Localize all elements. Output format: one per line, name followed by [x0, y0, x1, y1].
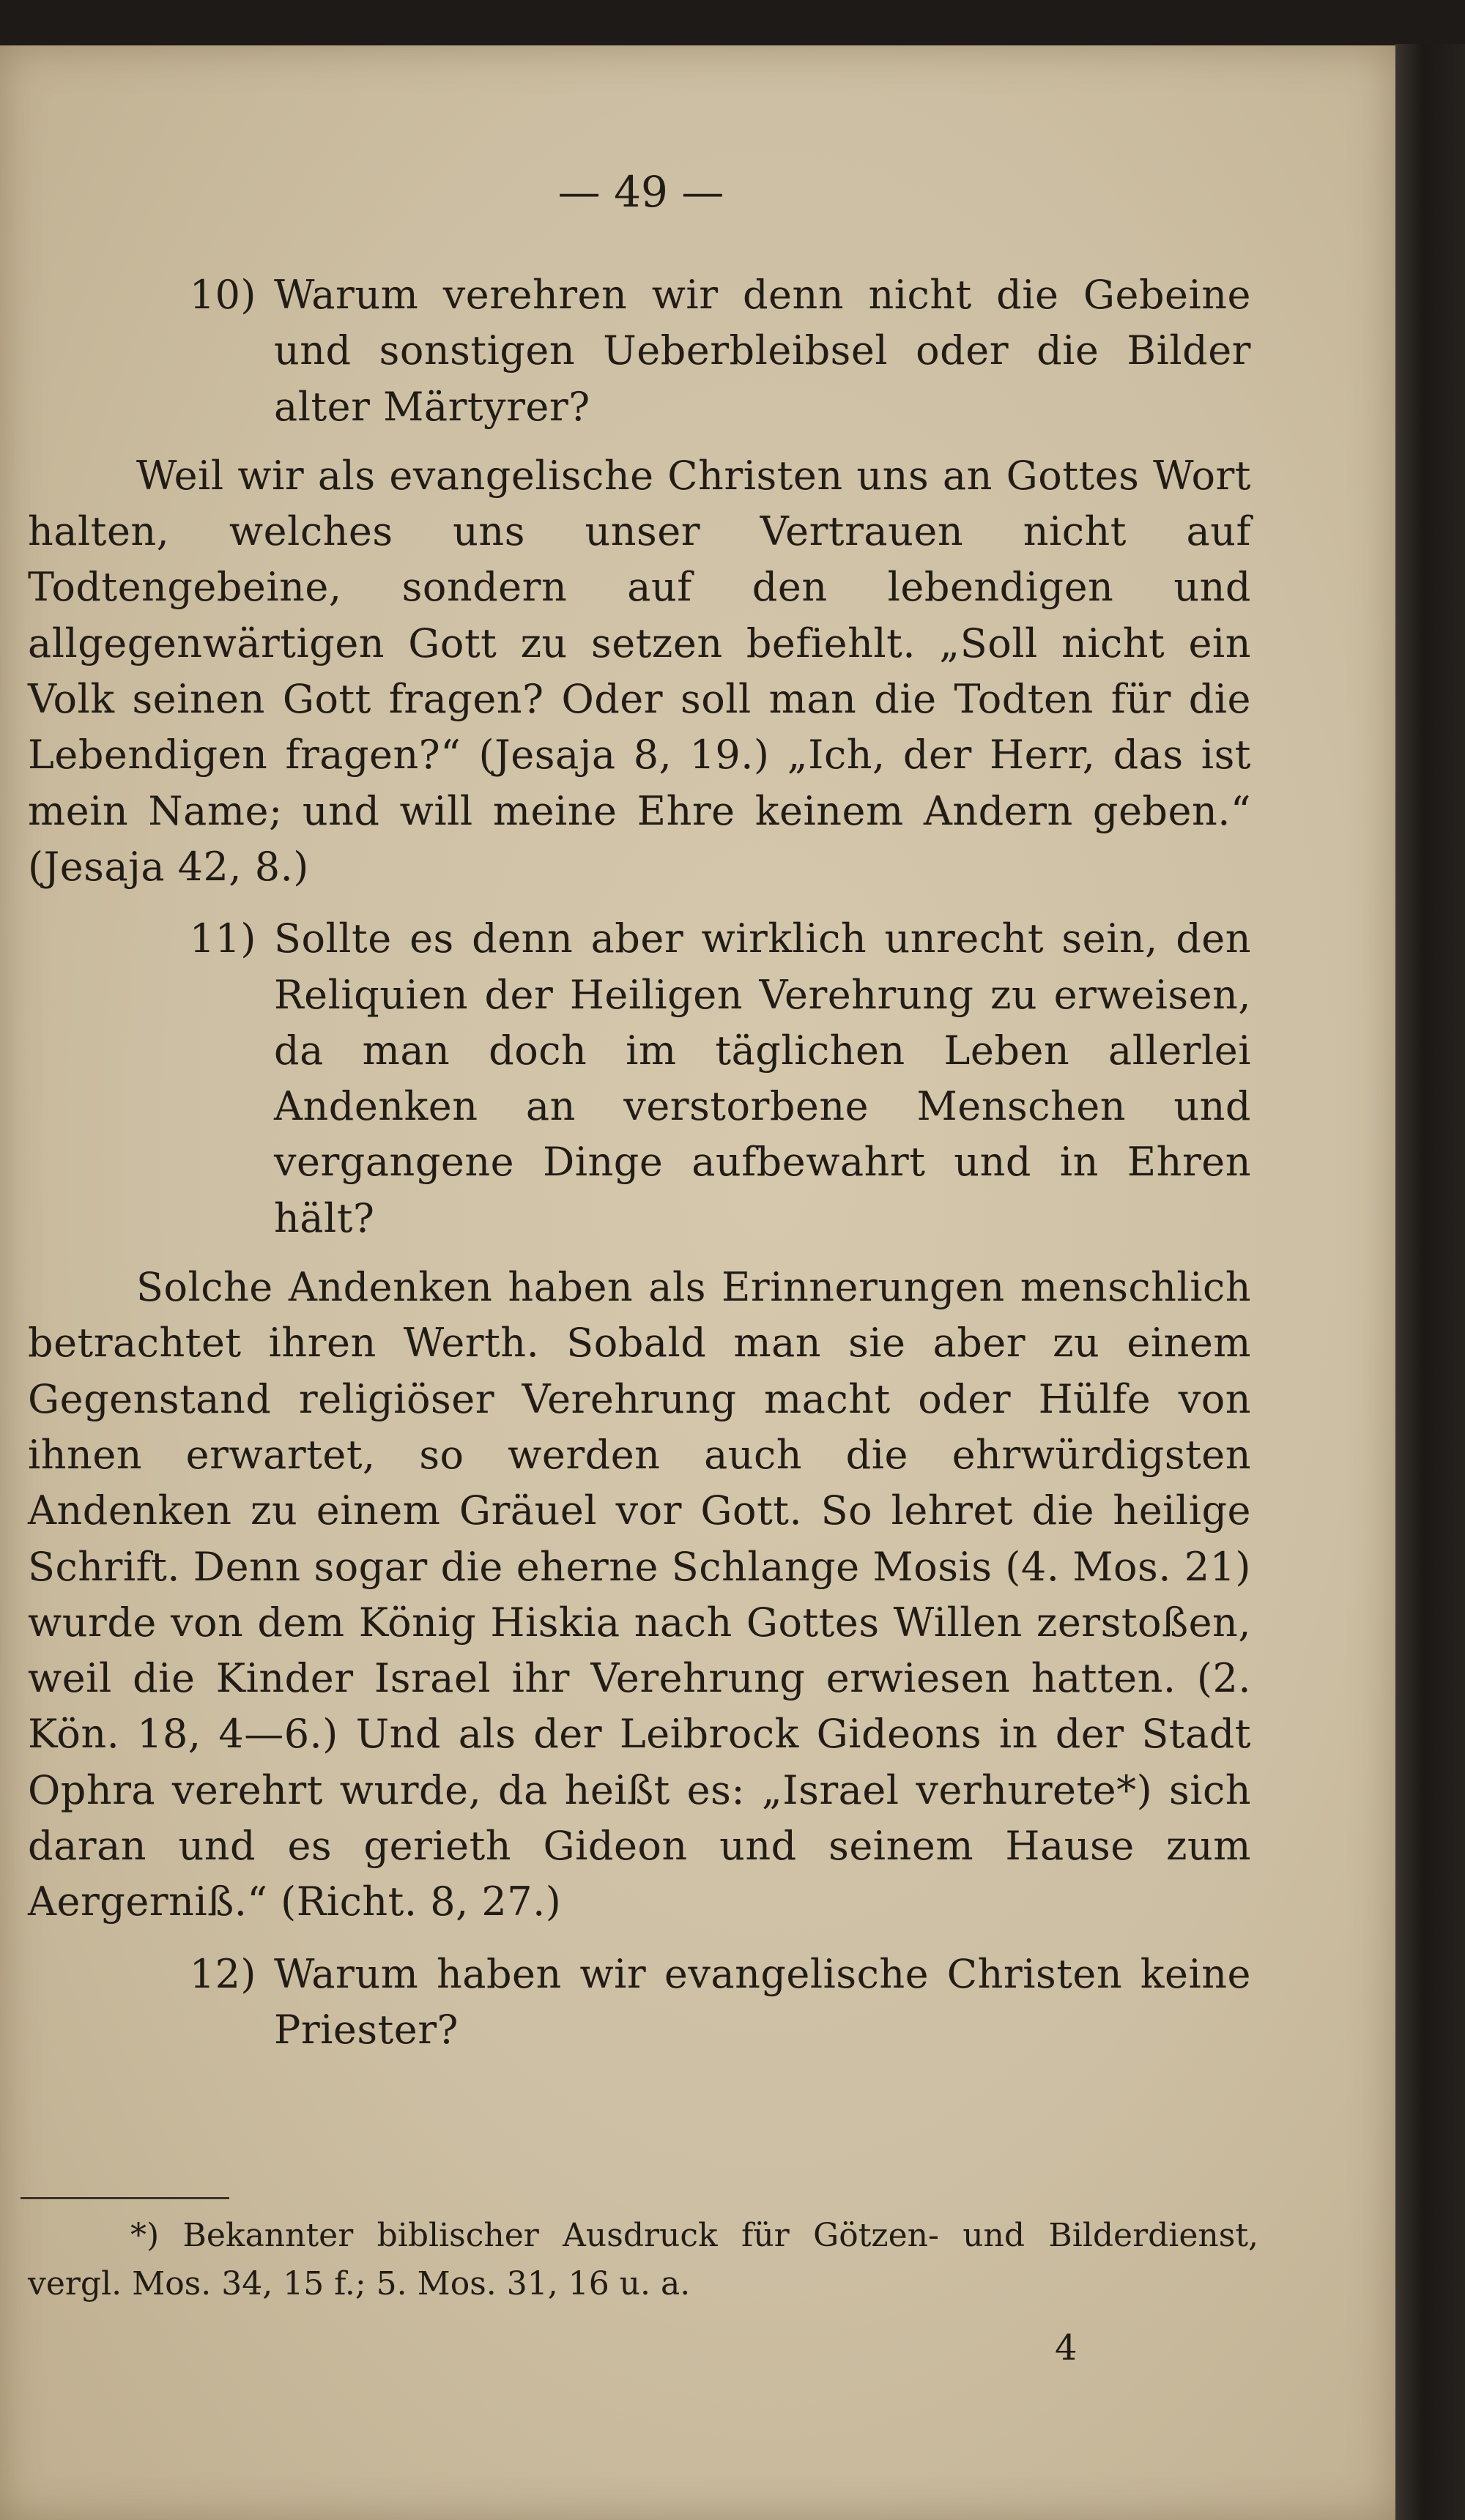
question-10: [28, 267, 1251, 435]
body-text: [28, 267, 1251, 2058]
footnote-rule: [21, 2197, 229, 2199]
question-number: 12): [189, 1950, 256, 1997]
answer-11: Solche Andenken haben als Erinnerungen menschlich betrachtet ihren Werth. Sobald man sie aber zu einem Gegenstand religiöser Verehrung macht oder Hülfe von ihnen erwartet, so werden auch die ehrwürdigsten Andenken zu einem Gräuel vor Gott. So lehret die heilige Schrift. Denn sogar die eherne Schlange Mosis (4. Mos. 21) wurde von dem König Hiskia nach Gottes Willen zerstoßen, weil die Kinder Israel ihr Verehrung erwiesen hatten. (2. Kön. 18, 4—6.) Und als der Leibrock Gideons in der Stadt Ophra verehrt wurde, da heißt es: „Israel verhurete*) sich daran und es gerieth Gideon und seinem Hause zum Aergerniß.“ (Richt. 8, 27.): [28, 1264, 1251, 1925]
question-text: Warum haben wir evangelische Christen keine Priester?: [274, 1950, 1251, 2053]
page-number: — 49 —: [557, 167, 724, 217]
answer-10: Weil wir als evangelische Christen uns an Gottes Wort halten, welches uns unser Vertrauen nicht auf Todtengebeine, sondern auf den lebendigen und allgegenwärtigen Gott zu setzen befiehlt. „Soll nicht ein Volk seinen Gott fragen? Oder soll man die Todten für die Lebendigen fragen?“ (Jesaja 8, 19.) „Ich, der Herr, das ist mein Name; und will meine Ehre keinem Andern geben.“ (Jesaja 42, 8.): [28, 452, 1251, 890]
question-text: Warum verehren wir denn nicht die Gebeine und sonstigen Ueberbleibsel oder die Bilder alter Märtyrer?: [274, 272, 1251, 430]
book-gutter: [1395, 44, 1465, 2520]
footnote: *) Bekannter biblischer Ausdruck für Götzen- und Bilderdienst, vergl. Mos. 34, 15 f.; 5. Mos. 31, 16 u. a.: [28, 2217, 1258, 2302]
question-number: 10): [189, 272, 256, 318]
question-text: Sollte es denn aber wirklich unrecht sein, den Reliquien der Heiligen Verehrung zu erweisen, da man doch im täglichen Leben allerlei Andenken an verstorbene Menschen und vergangene Dinge aufbewahrt und in Ehren hält?: [274, 915, 1251, 1241]
question-12: [28, 1947, 1251, 2059]
signature-mark: 4: [1055, 2327, 1078, 2368]
question-11: [28, 911, 1251, 1246]
question-number: 11): [189, 915, 256, 962]
